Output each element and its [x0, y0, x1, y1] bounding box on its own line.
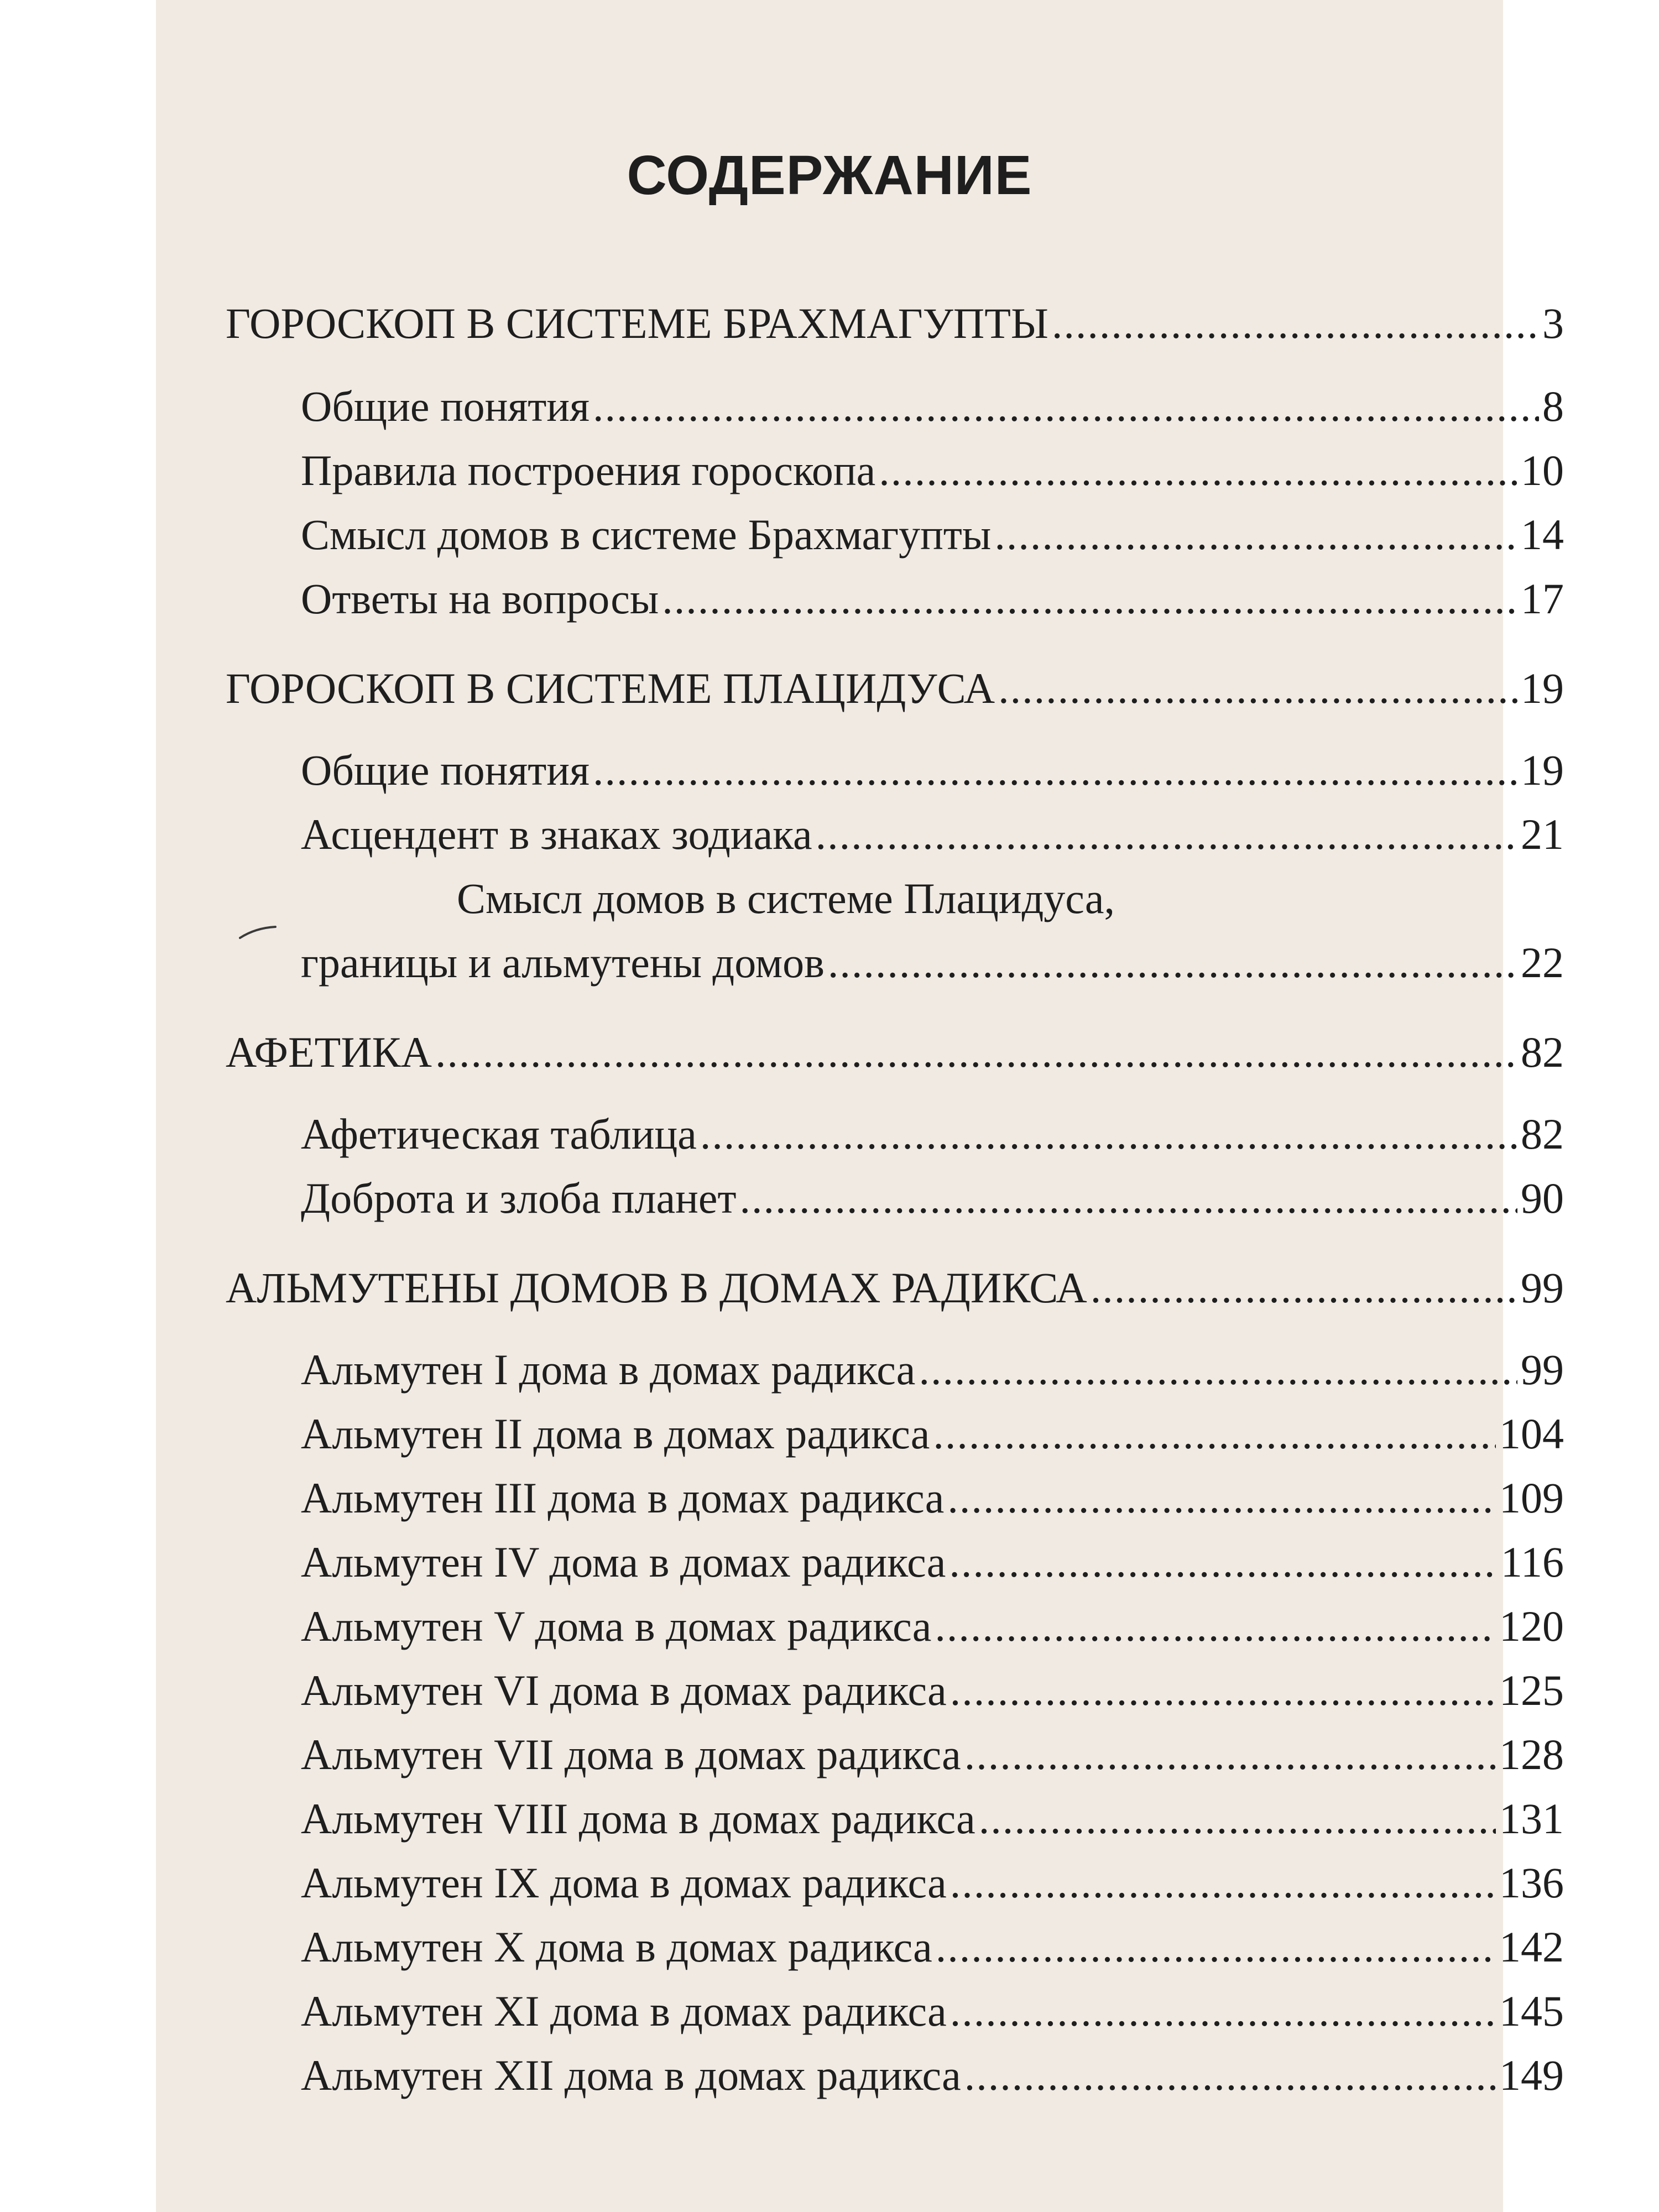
toc-entry [226, 1263, 1564, 1313]
toc-page-number: 8 [1542, 382, 1564, 430]
toc-page-number: 128 [1499, 1730, 1564, 1778]
toc-page-number: 22 [1521, 938, 1564, 987]
toc-page-number: 116 [1500, 1538, 1564, 1586]
toc-entry [226, 299, 1564, 348]
toc-entry [301, 1922, 1564, 1972]
toc-entry-label: Общие понятия [301, 382, 590, 430]
toc-entry [301, 1537, 1564, 1587]
toc-leader [947, 1473, 1496, 1523]
toc-entry [301, 745, 1564, 795]
toc-entry-label: Асцендент в знаках зодиака [301, 810, 812, 858]
toc-entry [301, 1794, 1564, 1844]
toc-leader [933, 1409, 1496, 1459]
toc-leader [950, 1858, 1496, 1908]
toc-entry [301, 1666, 1564, 1715]
toc-entry-label: Альмутен X дома в домах радикса [301, 1923, 932, 1971]
toc-page-number: 145 [1499, 1987, 1564, 2035]
toc-entry [301, 446, 1564, 495]
toc-page-number: 125 [1499, 1666, 1564, 1714]
toc-entry-label: Альмутен XII дома в домах радикса [301, 2051, 961, 2099]
toc-entry-label: Альмутен VII дома в домах радикса [301, 1730, 961, 1778]
toc-entry [301, 1601, 1564, 1651]
toc-leader [994, 510, 1517, 560]
toc-leader [964, 1730, 1496, 1780]
toc-leader [828, 938, 1517, 988]
toc-entry [226, 1027, 1564, 1077]
toc-entry-label: Альмутен IX дома в домах радикса [301, 1859, 947, 1907]
toc-entry-label: Доброта и злоба планет [301, 1174, 737, 1222]
toc-entry-label: ГОРОСКОП В СИСТЕМЕ БРАХМАГУПТЫ [226, 299, 1048, 347]
toc-entry-label: Альмутен III дома в домах радикса [301, 1474, 945, 1522]
toc-leader [1052, 299, 1539, 348]
toc-page-number: 99 [1521, 1264, 1564, 1312]
toc-entry [301, 810, 1564, 859]
toc-entry-label: Альмутен I дома в домах радикса [301, 1345, 916, 1394]
toc-page-number: 82 [1521, 1028, 1564, 1076]
toc-entry [301, 510, 1564, 560]
toc-entry [226, 664, 1564, 713]
toc-entry-label: Смысл домов в системе Брахмагупты [301, 510, 992, 559]
toc-page-number: 131 [1499, 1794, 1564, 1843]
toc-leader [435, 1027, 1517, 1077]
toc-entry-label: Альмутен VI дома в домах радикса [301, 1666, 947, 1714]
pencil-tick-mark [239, 925, 278, 941]
toc-leader [740, 1173, 1517, 1223]
toc-entry [301, 1345, 1564, 1395]
toc-leader [879, 446, 1517, 495]
toc-leader [816, 810, 1517, 859]
toc-entry [301, 2051, 1564, 2100]
toc-entry [301, 1173, 1564, 1223]
toc-leader [919, 1345, 1517, 1395]
toc-entry [301, 1730, 1564, 1780]
toc-entry-label: Афетическая таблица [301, 1110, 697, 1158]
toc-entry [301, 1409, 1564, 1459]
toc-page-number: 17 [1521, 575, 1564, 623]
toc-page-number: 82 [1521, 1110, 1564, 1158]
toc-leader [593, 382, 1539, 431]
toc-entry [301, 938, 1564, 988]
toc-page-number: 149 [1499, 2051, 1564, 2099]
toc-entry-label: Альмутен IV дома в домах радикса [301, 1538, 946, 1586]
toc-entry-label: АЛЬМУТЕНЫ ДОМОВ В ДОМАХ РАДИКСА [226, 1264, 1087, 1312]
toc-entry-label: АФЕТИКА [226, 1028, 432, 1076]
toc-leader [964, 2051, 1496, 2100]
toc-leader [949, 1537, 1498, 1587]
toc-entry-label: Ответы на вопросы [301, 575, 659, 623]
toc-page-number: 19 [1521, 746, 1564, 794]
toc-entry-label: Общие понятия [301, 746, 590, 794]
toc-leader [979, 1794, 1496, 1844]
toc-page-number: 109 [1499, 1474, 1564, 1522]
toc-page-number: 142 [1499, 1923, 1564, 1971]
toc-leader [998, 664, 1517, 713]
toc-leader [662, 574, 1517, 624]
toc-entry-label: Альмутен II дома в домах радикса [301, 1410, 930, 1458]
toc-page-number: 19 [1521, 664, 1564, 712]
toc-leader [700, 1109, 1517, 1159]
toc-entry-label: Альмутен V дома в домах радикса [301, 1602, 932, 1650]
book-page [156, 0, 1564, 2212]
toc-entry [301, 1109, 1564, 1159]
toc-page-number: 99 [1521, 1345, 1564, 1394]
toc-entry [301, 382, 1564, 431]
toc-entry [301, 1986, 1564, 2036]
toc-leader [950, 1666, 1496, 1715]
toc-leader [593, 745, 1517, 795]
toc-entry [301, 574, 1564, 624]
toc-entry-label: ГОРОСКОП В СИСТЕМЕ ПЛАЦИДУСА [226, 664, 995, 712]
toc-page-number: 104 [1499, 1410, 1564, 1458]
toc-entry-label: Альмутен VIII дома в домах радикса [301, 1794, 975, 1843]
toc-page-number: 3 [1542, 299, 1564, 347]
toc-leader [936, 1922, 1496, 1972]
toc-page-number: 10 [1521, 446, 1564, 494]
toc-page-number: 120 [1499, 1602, 1564, 1650]
page-title: СОДЕРЖАНИЕ [627, 144, 1032, 206]
toc-entry-label: Правила построения гороскопа [301, 446, 876, 494]
toc-entry [301, 1858, 1564, 1908]
toc-entry-label: Смысл домов в системе Плацидуса, [457, 874, 1115, 922]
toc-page-number: 14 [1521, 510, 1564, 559]
toc-page-number: 136 [1499, 1859, 1564, 1907]
toc-page-number: 90 [1521, 1174, 1564, 1222]
toc-leader [1091, 1263, 1517, 1313]
toc-leader [950, 1986, 1496, 2036]
toc-page-number: 21 [1521, 810, 1564, 858]
toc-leader [935, 1601, 1496, 1651]
toc-entry-label: Альмутен XI дома в домах радикса [301, 1987, 947, 2035]
toc-entry [301, 1473, 1564, 1523]
toc-entry-label: границы и альмутены домов [301, 938, 825, 987]
